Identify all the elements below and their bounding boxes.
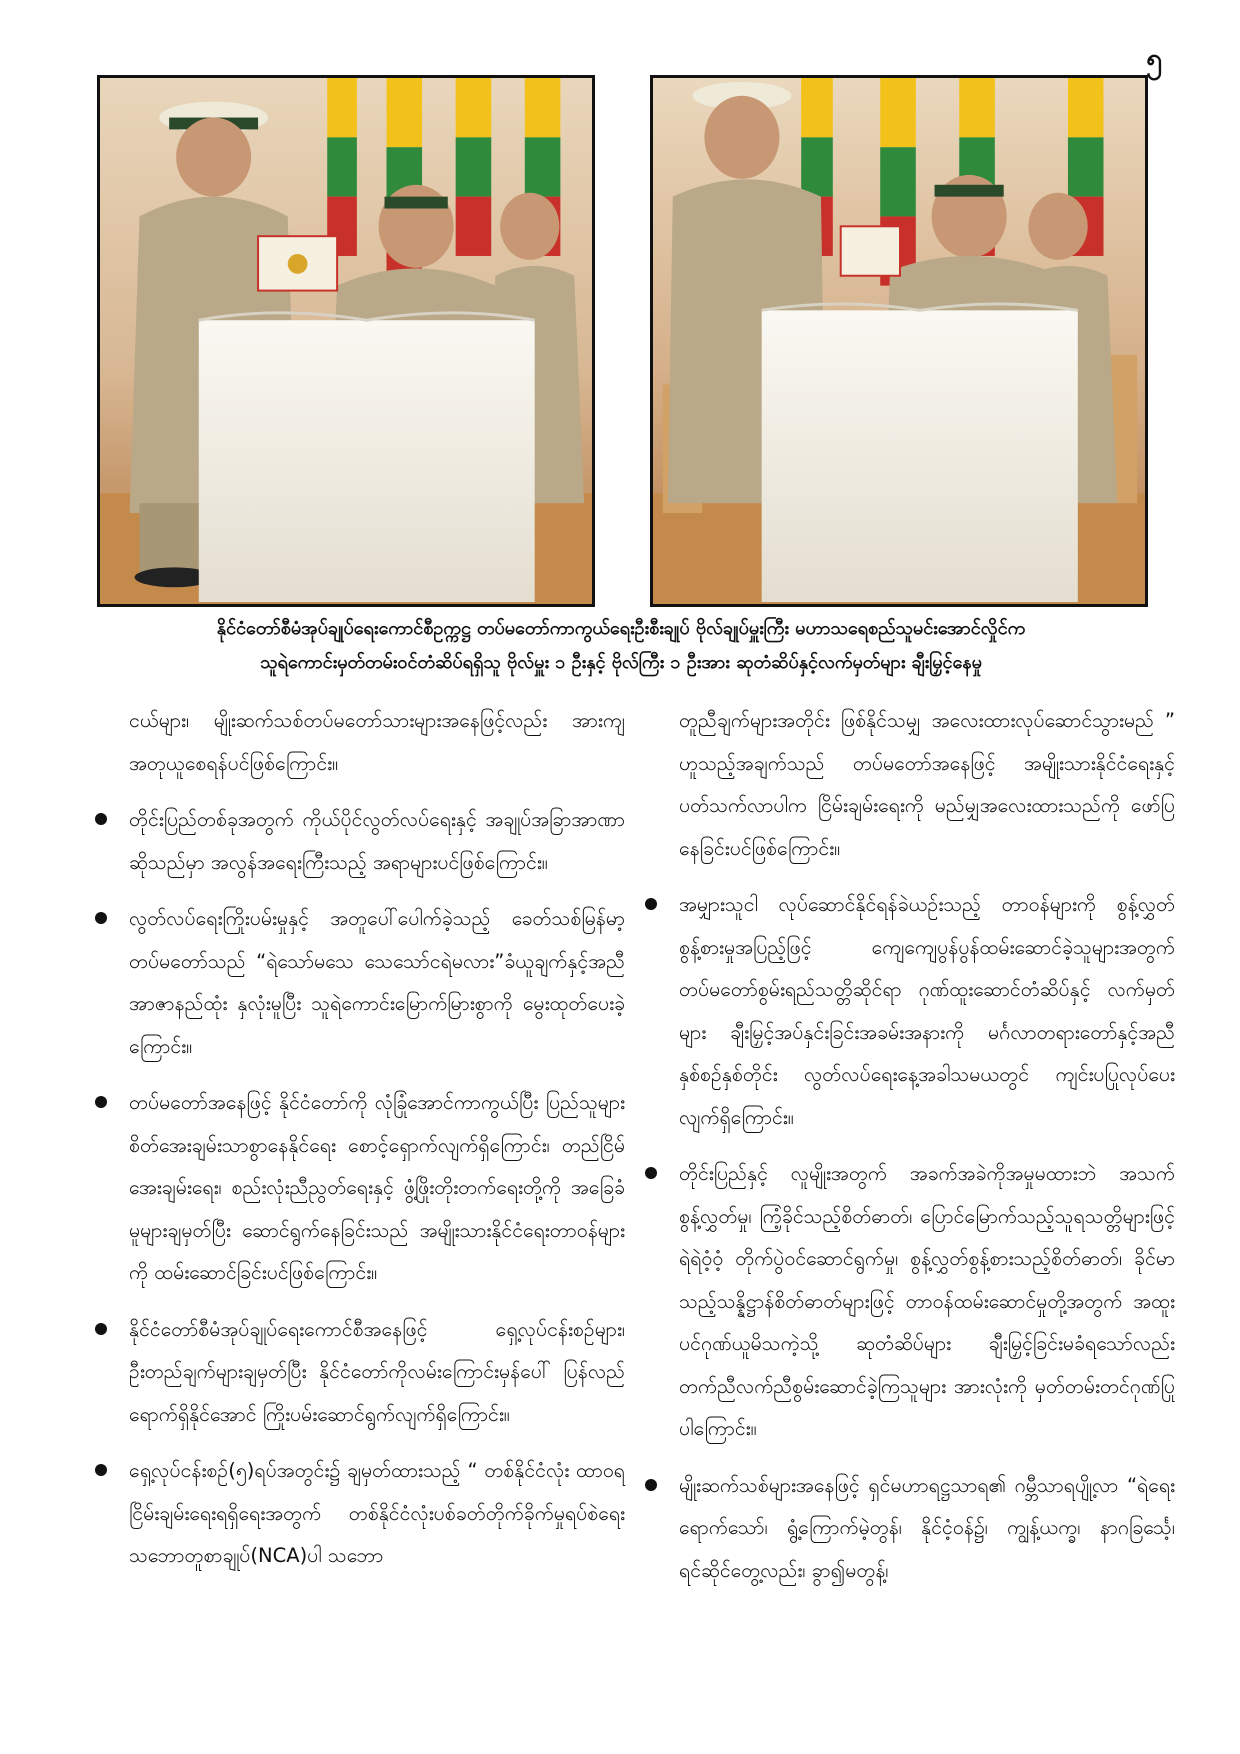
photo-right <box>650 75 1148 607</box>
bullet-icon <box>645 898 657 910</box>
bullet-text: တိုင်းပြည်တစ်ခုအတွက် ကိုယ်ပိုင်လွတ်လပ်ရေးနှင့် အချုပ်အခြာအာဏာဆိုသည်မှာ အလွန်အရေးကြီးသည့် အရာများပင်ဖြစ်ကြောင်း။ <box>129 808 625 874</box>
left-bullet-2 <box>95 898 625 1068</box>
table-left <box>199 313 535 602</box>
left-bullet-1 <box>95 799 625 884</box>
bullet-text: အမျှားသူငါ လုပ်ဆောင်နိုင်ရန်ခဲယဉ်းသည့် တာဝန်များကို စွန့်လွှတ်စွန့်စားမှုအပြည့်ဖြင့် ကျေကျေပွန်ပွန်ထမ်းဆောင်ခဲ့သူများအတွက် တပ်မတော်စွမ်းရည်သတ္တိဆိုင်ရာ ဂုဏ်ထူးဆောင်တံဆိပ်နှင့် လက်မှတ်များ ချီးမြှင့်အပ်နှင်းခြင်းအခမ်းအနားကို မင်္ဂလာတရားတော်နှင့်အညီ နှစ်စဉ်နှစ်တိုင်း လွတ်လပ်ရေးနေ့အခါသမယတွင် ကျင်းပပြုလုပ်ပေးလျက်ရှိကြောင်း။ <box>679 893 1175 1129</box>
left-column <box>95 700 625 1592</box>
award-presentation-photo-right <box>653 78 1145 604</box>
bullet-icon <box>95 912 107 924</box>
left-continuation-paragraph: ငယ်များ၊ မျိုးဆက်သစ်တပ်မတော်သားများအနေဖြင့်လည်း အားကျအတုယူစေရန်ပင်ဖြစ်ကြောင်း။ <box>129 709 625 775</box>
award-presentation-photo-left <box>100 78 592 604</box>
page-number: ၅ <box>1146 42 1162 75</box>
bullet-text: နိုင်ငံတော်စီမံအုပ်ချုပ်ရေးကောင်စီအနေဖြင့် ရှေ့လုပ်ငန်းစဉ်များ၊ ဦးတည်ချက်များချမှတ်ပြီး နိုင်ငံတော်ကိုလမ်းကြောင်းမှန်ပေါ် ပြန်လည်ရောက်ရှိနိုင်အောင် ကြိုးပမ်းဆောင်ရွက်လျက်ရှိကြောင်း။ <box>129 1317 625 1426</box>
left-bullet-5 <box>95 1450 625 1578</box>
bullet-icon <box>95 1464 107 1476</box>
bullet-text: တိုင်းပြည်နှင့် လူမျိုးအတွက် အခက်အခဲကိုအမှုမထားဘဲ အသက်စွန့်လွှတ်မှု၊ ကြံ့ခိုင်သည့်စိတ်ဓာတ်၊ ပြောင်မြောက်သည့်သူရသတ္တိများဖြင့် ရဲရဲဝံ့ဝံ့ တိုက်ပွဲဝင်ဆောင်ရွက်မှု၊ စွန့်လွှတ်စွန့်စားသည့်စိတ်ဓာတ်၊ ခိုင်မာသည့်သန္နိဋ္ဌာန်စိတ်ဓာတ်များဖြင့် တာဝန်ထမ်းဆောင်မှုတို့အတွက် အထူးပင်ဂုဏ်ယူမိသကဲ့သို့ ဆုတံဆိပ်များ ချီးမြှင့်ခြင်းမခံရသော်လည်း တက်ညီလက်ညီစွမ်းဆောင်ခဲ့ကြသူများ အားလုံးကို မှတ်တမ်းတင်ဂုဏ်ပြုပါကြောင်း။ <box>679 1162 1175 1440</box>
certificate-box-2 <box>841 226 900 275</box>
bullet-icon <box>95 1323 107 1335</box>
bullet-text: မျိုးဆက်သစ်များအနေဖြင့် ရှင်မဟာရဋ္ဌသာရ၏ ဂမ္ဘီသာရပျို့လာ “ရဲရေးရောက်သော်၊ ရွံ့ကြောက်မဲ့တွန်၊ နိုင်ငံ့ဝန်၌၊ ကျွန့်ယက္ခ၊ နာဂခြင်္သေ့၊ ရင်ဆိုင်တွေ့လည်း၊ ခွာ၍မတွန့်၊ <box>679 1473 1175 1582</box>
table-right <box>762 304 1078 602</box>
right-column <box>645 700 1175 1606</box>
right-bullet-2 <box>645 1153 1175 1451</box>
right-bullet-1 <box>645 884 1175 1139</box>
bullet-text: လွတ်လပ်ရေးကြိုးပမ်းမှုနှင့် အတူပေါ်ပေါက်ခဲ့သည့် ခေတ်သစ်မြန်မာ့တပ်မတော်သည် “ရဲသော်မသေ သေသော်ငရဲမလား”ခံယူချက်နှင့်အညီ အာဇာနည်ထုံး နှလုံးမူပြီး သူရဲကောင်းမြောက်မြားစွာကို မွေးထုတ်ပေးခဲ့ကြောင်း။ <box>129 907 625 1058</box>
photo-caption <box>90 612 1152 680</box>
bullet-icon <box>95 1096 107 1108</box>
left-bullet-4 <box>95 1309 625 1437</box>
bullet-text: ရှေ့လုပ်ငန်းစဉ်(၅)ရပ်အတွင်း၌ ချမှတ်ထားသည့် “ တစ်နိုင်ငံလုံး ထာဝရငြိမ်းချမ်းရေးရရှိရေးအတွက် တစ်နိုင်ငံလုံးပစ်ခတ်တိုက်ခိုက်မှုရပ်စဲရေးသဘောတူစာချုပ်(NCA)ပါ သဘော <box>129 1459 625 1567</box>
photo-left <box>97 75 595 607</box>
caption-line-1: နိုင်ငံတော်စီမံအုပ်ချုပ်ရေးကောင်စီဥက္ကဋ္ဌ တပ်မတော်ကာကွယ်ရေးဦးစီးချုပ် ဗိုလ်ချုပ်မှူးကြီး မဟာသရေစည်သူမင်းအောင်လှိုင်က <box>216 618 1026 639</box>
right-continuation-paragraph: တူညီချက်များအတိုင်း ဖြစ်နိုင်သမျှ အလေးထားလုပ်ဆောင်သွားမည် ” ဟူသည့်အချက်သည် တပ်မတော်အနေဖြင့် အမျိုးသားနိုင်ငံရေးနှင့် ပတ်သက်လာပါက ငြိမ်းချမ်းရေးကို မည်မျှအလေးထားသည်ကို ဖော်ပြနေခြင်းပင်ဖြစ်ကြောင်း။ <box>679 709 1175 860</box>
right-bullet-3 <box>645 1465 1175 1593</box>
bullet-icon <box>645 1167 657 1179</box>
bullet-text: တပ်မတော်အနေဖြင့် နိုင်ငံတော်ကို လုံခြုံအောင်ကာကွယ်ပြီး ပြည်သူများ စိတ်အေးချမ်းသာစွာနေနိုင်ရေး စောင့်ရှောက်လျက်ရှိကြောင်း၊ တည်ငြိမ်အေးချမ်းရေး၊ စည်းလုံးညီညွတ်ရေးနှင့် ဖွံ့ဖြိုးတိုးတက်ရေးတို့ကို အခြေခံမူများချမှတ်ပြီး ဆောင်ရွက်နေခြင်းသည် အမျိုးသားနိုင်ငံရေးတာဝန်များကို ထမ်းဆောင်ခြင်းပင်ဖြစ်ကြောင်း။ <box>129 1091 625 1284</box>
bullet-icon <box>95 813 107 825</box>
left-bullet-3 <box>95 1082 625 1295</box>
caption-line-2: သူရဲကောင်းမှတ်တမ်းဝင်တံဆိပ်ရရှိသူ ဗိုလ်မှူး ၁ ဦးနှင့် ဗိုလ်ကြီး ၁ ဦးအား ဆုတံဆိပ်နှင့်လက်မှတ်များ ချီးမြှင့်နေမှု <box>260 652 982 673</box>
bullet-icon <box>645 1479 657 1491</box>
